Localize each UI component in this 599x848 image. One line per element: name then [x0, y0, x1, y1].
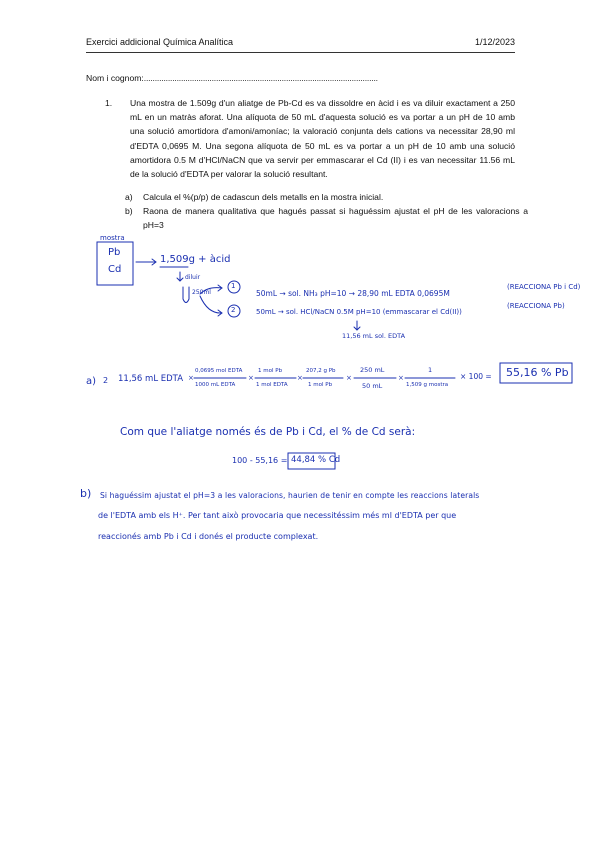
hw-f5-den: 1,509 g mostra [406, 382, 449, 388]
arrow-diluir [177, 272, 183, 281]
arrow-step2 [200, 296, 222, 316]
hw-result-pb: 55,16 % Pb [506, 366, 569, 379]
course-title: Exercici addicional Química Analítica [86, 37, 234, 47]
hw-f1-den: 1000 mL EDTA [195, 382, 236, 388]
hw-f2-num: 1 mol Pb [258, 368, 283, 374]
sub-a-text: Calcula el %(p/p) de cadascun dels metalls en la mostra inicial. [143, 192, 384, 202]
hw-step1-num: 1 [231, 282, 236, 290]
hw-part-a-ref: 2 [103, 376, 109, 385]
hw-part-a-label: a) [86, 376, 97, 387]
hw-pb: Pb [108, 247, 121, 258]
hw-f4-num: 250 mL [360, 366, 385, 374]
hw-term1: 11,56 mL EDTA [118, 374, 184, 384]
hw-cd-sentence: Com que l'aliatge només és de Pb i Cd, el % de Cd serà: [120, 426, 416, 438]
hw-step1: 50mL → sol. NH₃ pH=10 → 28,90 mL EDTA 0,0695M [256, 289, 450, 298]
hw-cd-calc: 100 - 55,16 = [232, 456, 288, 465]
hw-part-b-line2: de l'EDTA amb els H⁺. Per tant això provocaria que necessitéssim més ml d'EDTA per que [98, 511, 457, 520]
hw-step1-note: (REACCIONA Pb i Cd) [507, 283, 581, 291]
name-label: Nom i cognom: [86, 73, 144, 83]
hw-part-b-line1: Si haguéssim ajustat el pH=3 a les valoracions, haurien de tenir en compte les reaccions laterals [100, 491, 480, 500]
hw-diluir: diluir [185, 274, 201, 281]
date: 1/12/2023 [474, 37, 515, 47]
hw-f3-den: 1 mol Pb [308, 382, 333, 388]
arrow-to-sample [136, 259, 156, 265]
hw-step2: 50mL → sol. HCl/NaCN 0.5M pH=10 (emmascarar el Cd(II)) [256, 308, 462, 316]
hw-250ml: 250ml [192, 289, 211, 296]
sub-b-text: Raona de manera qualitativa que hagués passat si haguéssim ajustat el pH de les valoracions a pH=3 [143, 206, 528, 231]
hw-f2-den: 1 mol EDTA [256, 382, 288, 388]
arrow-to-result [354, 321, 360, 330]
hw-times100: × 100 = [460, 372, 492, 381]
hw-f1-num: 0,0695 mol EDTA [195, 368, 243, 374]
hw-cd-result: 44,84 % Cd [291, 455, 341, 465]
hw-step2-note: (REACCIONA Pb) [507, 302, 565, 310]
hw-part-b-label: b) [80, 487, 92, 500]
flask-icon [183, 287, 189, 303]
hw-f5-num: 1 [428, 366, 433, 374]
name-dots: ........................................................................................................... [143, 73, 378, 83]
hw-mostra: mostra [100, 234, 125, 242]
question-text: Una mostra de 1.509g d'un aliatge de Pb-Cd es va dissoldre en àcid i es va diluir exactament a 250 mL en un matràs aforat. Una alíquota de 50 mL d'aquesta solució es va portar a un pH de 10 amb una solució amortidora d'amoni/amoníac; la valoració conjunta dels cations va necessitar 28,90 ml d'EDTA 0,0695 M. Una segona alíquota de 50 mL es va portar a un pH de 10 amb una solució amortidora 0.5 M d'HCl/NaCN que va servir per emmascarar el Cd (II) i es van necessitar 11.56 mL de la solució d'EDTA per valorar la solució resultant. [130, 98, 515, 180]
sub-b-label: b) [125, 206, 133, 216]
question-number: 1. [105, 98, 113, 108]
hw-cd: Cd [108, 264, 122, 275]
hw-f3-num: 207,2 g Pb [306, 368, 336, 374]
hw-step2-result: 11,56 mL sol. EDTA [342, 332, 406, 340]
hw-sample: 1,509g + àcid [160, 254, 231, 265]
hw-step2-num: 2 [231, 306, 236, 314]
hw-part-b-line3: reaccionés amb Pb i Cd i donés el producte complexat. [98, 532, 319, 541]
sub-a-label: a) [125, 192, 133, 202]
hw-f4-den: 50 mL [362, 382, 383, 390]
